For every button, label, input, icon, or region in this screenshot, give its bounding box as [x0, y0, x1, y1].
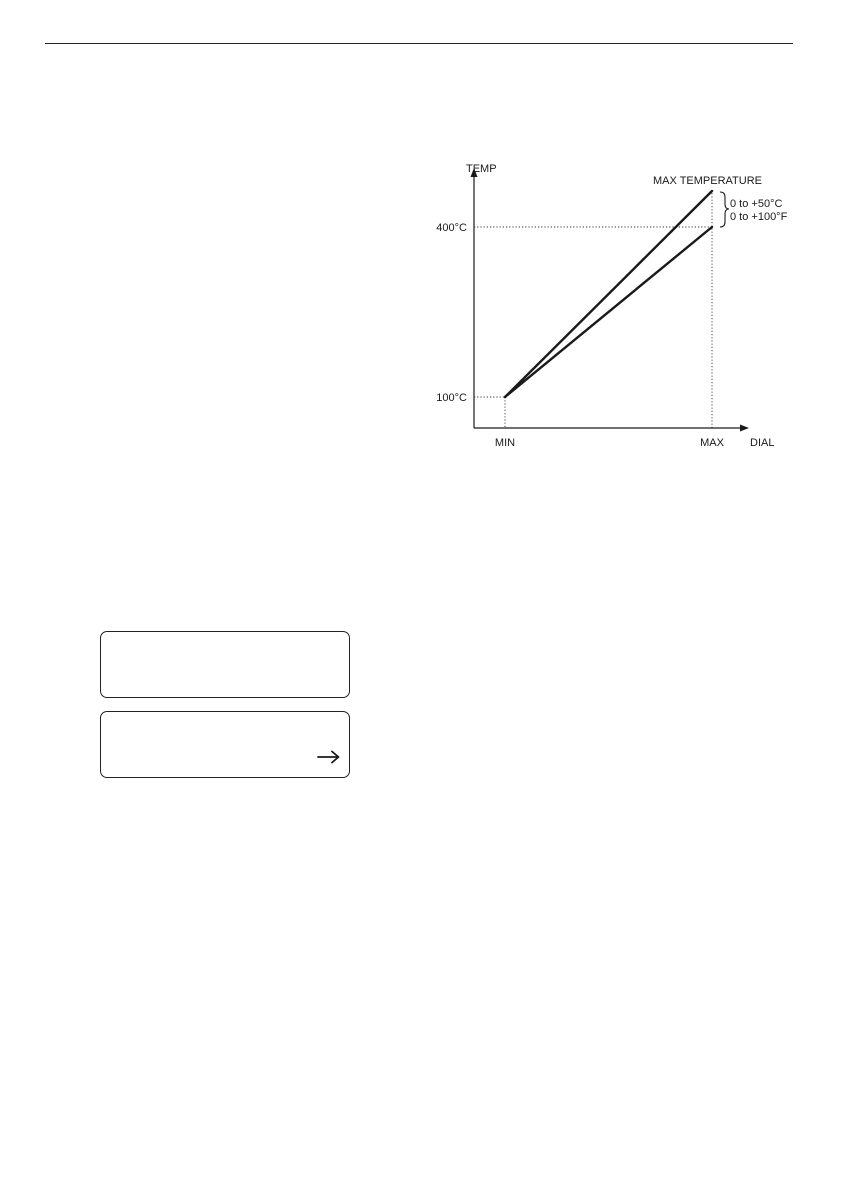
upper-box — [100, 631, 350, 698]
base-temperature-line — [505, 227, 712, 397]
range-label-celsius: 0 to +50°C — [730, 198, 783, 210]
y-axis-label: TEMP — [466, 163, 497, 175]
range-label-fahrenheit: 0 to +100°F — [730, 211, 788, 223]
x-tick-min: MIN — [494, 437, 516, 449]
x-axis-label: DIAL — [750, 437, 775, 449]
y-tick-400c: 400°C — [436, 222, 467, 234]
max-temperature-label: MAX TEMPERATURE — [653, 175, 762, 187]
max-temperature-line — [505, 191, 712, 397]
y-tick-100c: 100°C — [436, 392, 467, 404]
lower-box — [100, 711, 350, 778]
x-tick-max: MAX — [700, 437, 724, 449]
temperature-dial-diagram — [0, 0, 841, 480]
x-axis-arrowhead — [740, 425, 749, 432]
range-brace — [720, 192, 729, 227]
arrow-right-icon — [317, 750, 341, 764]
